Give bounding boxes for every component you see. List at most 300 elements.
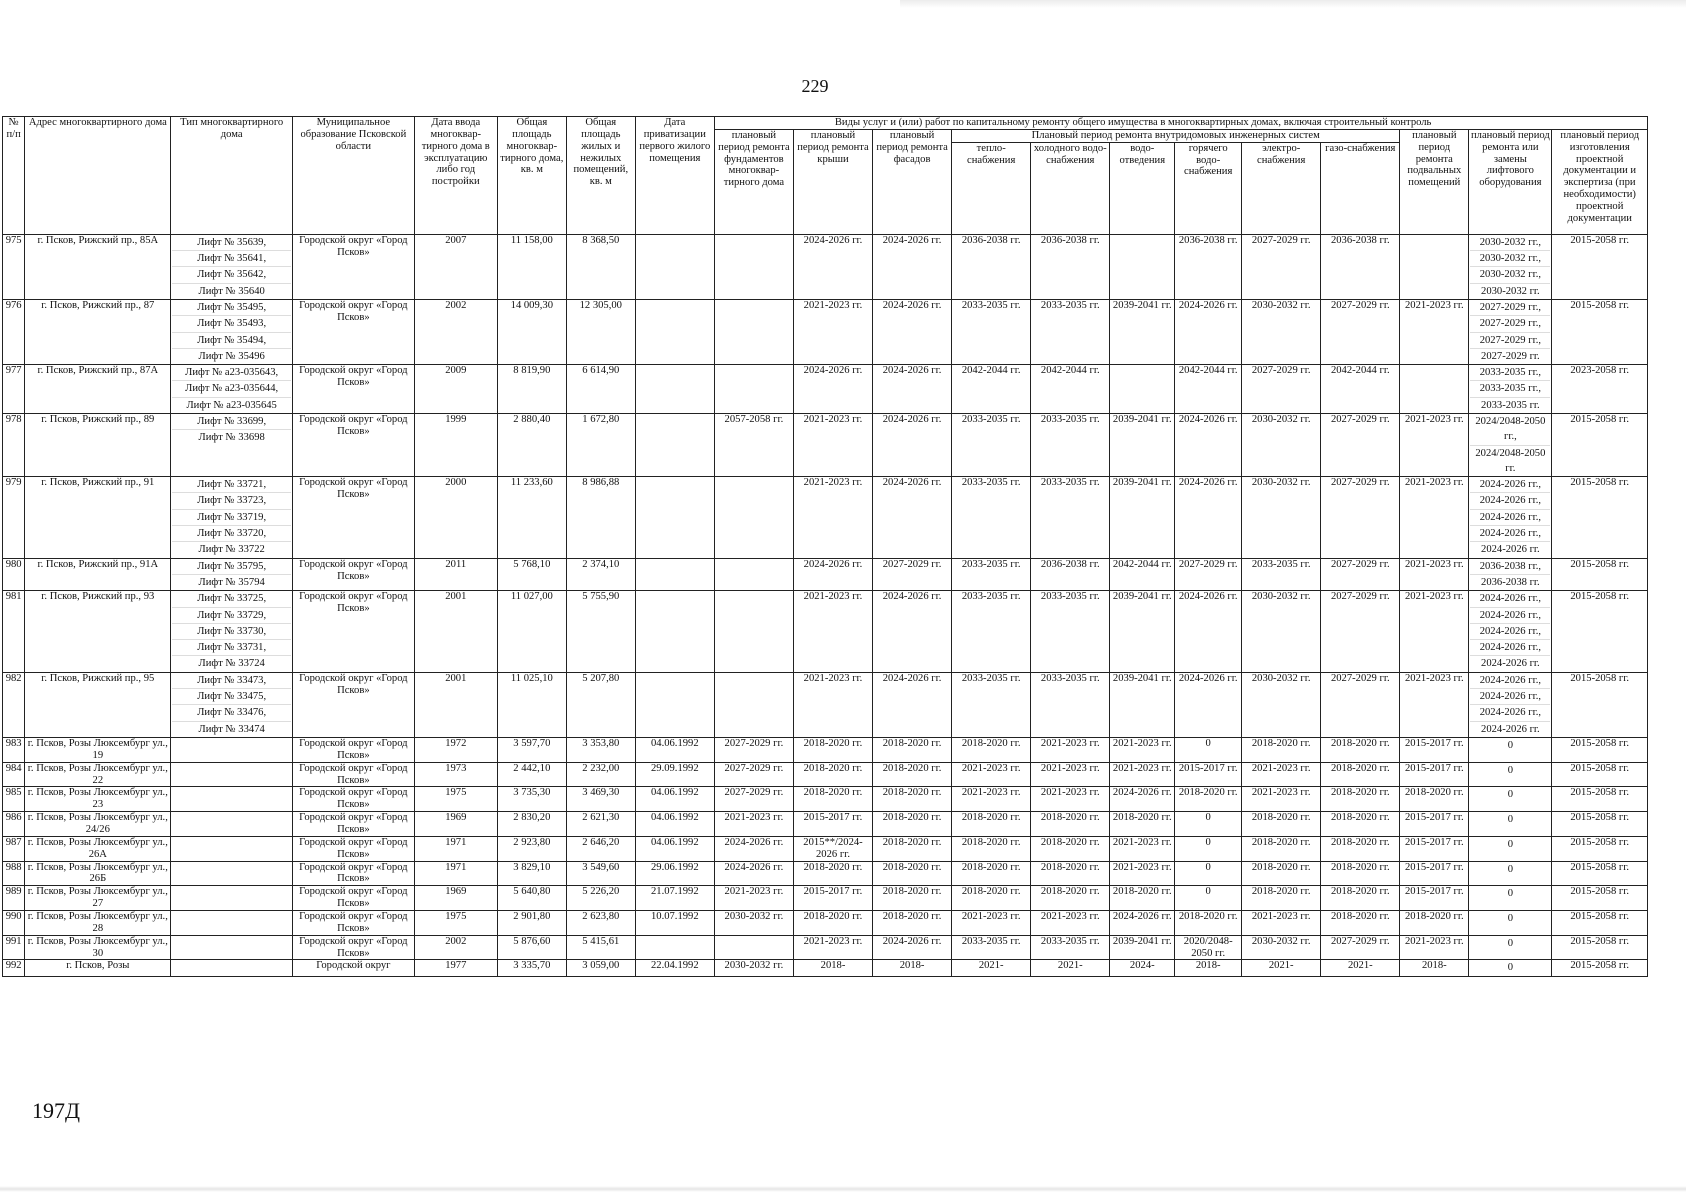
cell-elevator [1469, 787, 1552, 812]
cell-sewer: 2039-2041 гг. [1110, 935, 1175, 960]
cell-address: г. Псков, Рижский пр., 89 [25, 413, 171, 476]
cell-address: г. Псков, Рижский пр., 93 [25, 591, 171, 672]
cell-privatization-date: 10.07.1992 [635, 910, 714, 935]
cell-year: 1972 [414, 737, 497, 762]
elevator-period: 2033-2035 гг., [1470, 381, 1550, 397]
cell-sewer [1110, 365, 1175, 414]
cell-sewer: 2039-2041 гг. [1110, 672, 1175, 737]
cell-sewer: 2039-2041 гг. [1110, 591, 1175, 672]
elevator-period: 2024-2026 гг., [1470, 689, 1550, 705]
cell-heat: 2018-2020 гг. [952, 861, 1031, 886]
cell-num: 992 [3, 960, 25, 976]
cell-living-area: 2 232,00 [566, 762, 635, 787]
cell-roof: 2018-2020 гг. [793, 737, 872, 762]
cell-design-docs: 2015-2058 гг. [1552, 787, 1648, 812]
cell-design-docs: 2015-2058 гг. [1552, 910, 1648, 935]
cell-electric: 2018-2020 гг. [1242, 737, 1321, 762]
cell-cold-water: 2033-2035 гг. [1031, 413, 1110, 476]
cell-gas: 2018-2020 гг. [1321, 812, 1400, 837]
cell-privatization-date [635, 591, 714, 672]
cell-living-area: 5 415,61 [566, 935, 635, 960]
cell-building-type [171, 672, 293, 737]
cell-roof: 2024-2026 гг. [793, 234, 872, 299]
cell-sewer: 2021-2023 гг. [1110, 836, 1175, 861]
cell-hot-water: 2018- [1175, 960, 1242, 976]
cell-address: г. Псков, Розы Люксембург ул., 24/26 [25, 812, 171, 837]
cell-basement: 2015-2017 гг. [1400, 812, 1469, 837]
cell-heat: 2033-2035 гг. [952, 558, 1031, 591]
cell-heat: 2033-2035 гг. [952, 672, 1031, 737]
cell-roof: 2015-2017 гг. [793, 812, 872, 837]
cell-address: г. Псков, Рижский пр., 87А [25, 365, 171, 414]
cell-heat: 2033-2035 гг. [952, 477, 1031, 558]
table-row [3, 861, 1648, 886]
cell-municipality: Городской округ «Город Псков» [293, 477, 415, 558]
cell-heat: 2018-2020 гг. [952, 836, 1031, 861]
elevator-period: 2027-2029 гг., [1470, 300, 1550, 316]
cell-year: 2001 [414, 591, 497, 672]
cell-municipality: Городской округ «Город Псков» [293, 365, 415, 414]
cell-design-docs: 2015-2058 гг. [1552, 299, 1648, 364]
cell-privatization-date: 04.06.1992 [635, 812, 714, 837]
cell-cold-water: 2021-2023 гг. [1031, 762, 1110, 787]
cell-building-type [171, 365, 293, 414]
cell-municipality: Городской округ «Город Псков» [293, 234, 415, 299]
cell-hot-water: 0 [1175, 737, 1242, 762]
cell-basement: 2021-2023 гг. [1400, 413, 1469, 476]
cell-basement [1400, 365, 1469, 414]
header-municipality: Муниципальное образование Псковской области [293, 117, 415, 235]
elevator-period: 2024-2026 гг., [1470, 640, 1550, 656]
page-number: 229 [801, 76, 829, 96]
cell-foundation: 2027-2029 гг. [714, 787, 793, 812]
cell-municipality: Городской округ «Город Псков» [293, 558, 415, 591]
cell-heat: 2018-2020 гг. [952, 812, 1031, 837]
elevator-period: 2024-2026 гг. [1481, 544, 1540, 556]
cell-privatization-date [635, 477, 714, 558]
cell-design-docs: 2015-2058 гг. [1552, 737, 1648, 762]
cell-num: 977 [3, 365, 25, 414]
cell-year: 2000 [414, 477, 497, 558]
cell-cold-water: 2033-2035 гг. [1031, 935, 1110, 960]
cell-privatization-date [635, 365, 714, 414]
cell-foundation: 2027-2029 гг. [714, 762, 793, 787]
cell-address: г. Псков, Рижский пр., 95 [25, 672, 171, 737]
lift-entry: Лифт № 35493, [172, 316, 291, 332]
header-design-docs: плановый период изготовления проектной документации и экспертиза (при необходимости) проектной документации [1552, 129, 1648, 234]
cell-gas: 2018-2020 гг. [1321, 762, 1400, 787]
cell-elevator [1469, 762, 1552, 787]
lift-entry: Лифт № 33473, [172, 673, 291, 689]
cell-sewer: 2021-2023 гг. [1110, 737, 1175, 762]
cell-foundation: 2030-2032 гг. [714, 910, 793, 935]
cell-address: г. Псков, Розы [25, 960, 171, 976]
cell-total-area: 5 640,80 [497, 886, 566, 911]
cell-hot-water: 2015-2017 гг. [1175, 762, 1242, 787]
cell-num: 988 [3, 861, 25, 886]
cell-cold-water: 2018-2020 гг. [1031, 886, 1110, 911]
cell-total-area: 2 880,40 [497, 413, 566, 476]
header-hot-water: горячего водо-снабжения [1175, 142, 1242, 234]
cell-elevator [1469, 861, 1552, 886]
header-cold-water: холодного водо-снабжения [1031, 142, 1110, 234]
cell-year: 1971 [414, 836, 497, 861]
cell-municipality: Городской округ «Город Псков» [293, 787, 415, 812]
elevator-period: 0 [1507, 962, 1514, 974]
cell-electric: 2018-2020 гг. [1242, 861, 1321, 886]
cell-electric: 2021-2023 гг. [1242, 787, 1321, 812]
cell-privatization-date: 04.06.1992 [635, 737, 714, 762]
cell-year: 1977 [414, 960, 497, 976]
cell-roof: 2018- [793, 960, 872, 976]
cell-design-docs: 2015-2058 гг. [1552, 886, 1648, 911]
cell-living-area: 2 374,10 [566, 558, 635, 591]
cell-hot-water: 0 [1175, 886, 1242, 911]
cell-cold-water: 2021-2023 гг. [1031, 910, 1110, 935]
cell-electric: 2021-2023 гг. [1242, 910, 1321, 935]
cell-elevator [1469, 299, 1552, 364]
lift-entry: Лифт № 35494, [172, 333, 291, 349]
cell-building-type [171, 762, 293, 787]
cell-building-type [171, 787, 293, 812]
cell-hot-water: 2027-2029 гг. [1175, 558, 1242, 591]
cell-gas: 2018-2020 гг. [1321, 910, 1400, 935]
cell-total-area: 3 735,30 [497, 787, 566, 812]
cell-privatization-date [635, 935, 714, 960]
cell-elevator [1469, 886, 1552, 911]
table-row [3, 762, 1648, 787]
cell-num: 976 [3, 299, 25, 364]
cell-basement: 2021-2023 гг. [1400, 672, 1469, 737]
cell-cold-water: 2042-2044 гг. [1031, 365, 1110, 414]
cell-municipality: Городской округ «Город Псков» [293, 672, 415, 737]
lift-entry: Лифт № 33730, [172, 624, 291, 640]
header-commission-date: Дата ввода многоквар-тирного дома в эксплуатацию либо год постройки [414, 117, 497, 235]
cell-living-area: 5 207,80 [566, 672, 635, 737]
capital-repair-table [2, 116, 1648, 977]
table-row [3, 299, 1648, 364]
elevator-period: 0 [1507, 764, 1514, 776]
cell-elevator [1469, 960, 1552, 976]
cell-cold-water: 2033-2035 гг. [1031, 672, 1110, 737]
table-row [3, 960, 1648, 976]
cell-privatization-date [635, 558, 714, 591]
cell-total-area: 3 829,10 [497, 861, 566, 886]
cell-total-area: 11 233,60 [497, 477, 566, 558]
cell-total-area: 2 830,20 [497, 812, 566, 837]
table-row [3, 886, 1648, 911]
cell-address: г. Псков, Розы Люксембург ул., 22 [25, 762, 171, 787]
cell-electric: 2021- [1242, 960, 1321, 976]
elevator-period: 2030-2032 гг., [1470, 235, 1550, 251]
cell-municipality: Городской округ [293, 960, 415, 976]
cell-total-area: 11 027,00 [497, 591, 566, 672]
cell-heat: 2033-2035 гг. [952, 935, 1031, 960]
cell-design-docs: 2015-2058 гг. [1552, 861, 1648, 886]
cell-roof: 2018-2020 гг. [793, 762, 872, 787]
table-row [3, 413, 1648, 476]
table-row [3, 737, 1648, 762]
cell-sewer: 2042-2044 гг. [1110, 558, 1175, 591]
elevator-period: 2024-2026 гг., [1470, 493, 1550, 509]
cell-electric: 2027-2029 гг. [1242, 234, 1321, 299]
cell-elevator [1469, 737, 1552, 762]
cell-living-area: 2 646,20 [566, 836, 635, 861]
header-heat: тепло-снабжения [952, 142, 1031, 234]
cell-living-area: 2 621,30 [566, 812, 635, 837]
cell-year: 1969 [414, 886, 497, 911]
elevator-period: 2024-2026 гг., [1470, 526, 1550, 542]
cell-design-docs: 2015-2058 гг. [1552, 935, 1648, 960]
cell-heat: 2033-2035 гг. [952, 299, 1031, 364]
cell-elevator [1469, 365, 1552, 414]
table-row [3, 591, 1648, 672]
cell-gas: 2036-2038 гг. [1321, 234, 1400, 299]
cell-foundation [714, 477, 793, 558]
lift-entry: Лифт № 33474 [198, 723, 265, 735]
elevator-period: 0 [1507, 739, 1514, 751]
cell-year: 2001 [414, 672, 497, 737]
cell-year: 1999 [414, 413, 497, 476]
cell-hot-water: 2036-2038 гг. [1175, 234, 1242, 299]
cell-year: 2002 [414, 935, 497, 960]
cell-hot-water: 2024-2026 гг. [1175, 591, 1242, 672]
elevator-period: 2030-2032 гг., [1470, 267, 1550, 283]
cell-year: 1975 [414, 787, 497, 812]
cell-cold-water: 2033-2035 гг. [1031, 299, 1110, 364]
cell-address: г. Псков, Рижский пр., 85А [25, 234, 171, 299]
cell-design-docs: 2015-2058 гг. [1552, 234, 1648, 299]
cell-building-type [171, 812, 293, 837]
cell-elevator [1469, 234, 1552, 299]
cell-roof: 2018-2020 гг. [793, 910, 872, 935]
lift-entry: Лифт № 35495, [172, 300, 291, 316]
cell-cold-water: 2018-2020 гг. [1031, 836, 1110, 861]
cell-num: 985 [3, 787, 25, 812]
cell-living-area: 6 614,90 [566, 365, 635, 414]
cell-address: г. Псков, Розы Люксембург ул., 28 [25, 910, 171, 935]
cell-cold-water: 2021-2023 гг. [1031, 787, 1110, 812]
cell-privatization-date: 29.09.1992 [635, 762, 714, 787]
elevator-period: 0 [1507, 789, 1514, 801]
header-foundation: плановый период ремонта фундаментов многоквар-тирного дома [714, 129, 793, 234]
cell-num: 984 [3, 762, 25, 787]
cell-hot-water: 0 [1175, 812, 1242, 837]
cell-basement: 2015-2017 гг. [1400, 836, 1469, 861]
cell-facade: 2018-2020 гг. [873, 737, 952, 762]
cell-roof: 2015-2017 гг. [793, 886, 872, 911]
cell-living-area: 1 672,80 [566, 413, 635, 476]
header-privatization-date: Дата приватизации первого жилого помещения [635, 117, 714, 235]
cell-basement: 2015-2017 гг. [1400, 861, 1469, 886]
elevator-period: 2024-2026 гг. [1481, 658, 1540, 670]
cell-facade: 2018-2020 гг. [873, 886, 952, 911]
header-sewer: водо-отведения [1110, 142, 1175, 234]
cell-living-area: 3 469,30 [566, 787, 635, 812]
cell-facade: 2018-2020 гг. [873, 836, 952, 861]
elevator-period: 2024-2026 гг., [1470, 608, 1550, 624]
cell-privatization-date [635, 299, 714, 364]
elevator-period: 2027-2029 гг., [1470, 316, 1550, 332]
cell-building-type [171, 299, 293, 364]
cell-privatization-date: 22.04.1992 [635, 960, 714, 976]
cell-cold-water: 2018-2020 гг. [1031, 861, 1110, 886]
cell-hot-water: 0 [1175, 861, 1242, 886]
cell-basement: 2015-2017 гг. [1400, 762, 1469, 787]
lift-entry: Лифт № а23-035643, [172, 365, 291, 381]
cell-hot-water: 2024-2026 гг. [1175, 299, 1242, 364]
lift-entry: Лифт № 33723, [172, 493, 291, 509]
cell-num: 990 [3, 910, 25, 935]
cell-building-type [171, 737, 293, 762]
cell-heat: 2033-2035 гг. [952, 413, 1031, 476]
cell-address: г. Псков, Розы Люксембург ул., 27 [25, 886, 171, 911]
cell-electric: 2030-2032 гг. [1242, 672, 1321, 737]
cell-facade: 2018-2020 гг. [873, 787, 952, 812]
elevator-period: 2024/2048-2050 гг., [1470, 414, 1550, 446]
header-gas: газо-снабжения [1321, 142, 1400, 234]
cell-heat: 2021-2023 гг. [952, 762, 1031, 787]
document-code: 197Д [32, 1098, 81, 1123]
cell-roof: 2021-2023 гг. [793, 935, 872, 960]
cell-building-type [171, 558, 293, 591]
cell-electric: 2018-2020 гг. [1242, 812, 1321, 837]
cell-year: 1971 [414, 861, 497, 886]
elevator-period: 2030-2032 гг. [1481, 285, 1540, 297]
elevator-period: 0 [1507, 888, 1514, 900]
elevator-period: 0 [1507, 912, 1514, 924]
cell-total-area: 2 442,10 [497, 762, 566, 787]
cell-year: 2011 [414, 558, 497, 591]
cell-design-docs: 2015-2058 гг. [1552, 558, 1648, 591]
table-row [3, 477, 1648, 558]
cell-building-type [171, 477, 293, 558]
cell-total-area: 11 025,10 [497, 672, 566, 737]
cell-building-type [171, 886, 293, 911]
table-row [3, 558, 1648, 591]
cell-sewer: 2018-2020 гг. [1110, 886, 1175, 911]
cell-electric: 2030-2032 гг. [1242, 413, 1321, 476]
cell-address: г. Псков, Рижский пр., 91А [25, 558, 171, 591]
cell-sewer [1110, 234, 1175, 299]
header-basement: плановый период ремонта подвальных помещений [1400, 129, 1469, 234]
cell-municipality: Городской округ «Город Псков» [293, 836, 415, 861]
cell-design-docs: 2023-2058 гг. [1552, 365, 1648, 414]
lift-entry: Лифт № 35794 [198, 576, 265, 588]
cell-num: 981 [3, 591, 25, 672]
cell-foundation [714, 365, 793, 414]
cell-total-area: 14 009,30 [497, 299, 566, 364]
cell-facade: 2018-2020 гг. [873, 861, 952, 886]
elevator-period: 2024/2048-2050 гг. [1475, 447, 1546, 474]
cell-address: г. Псков, Рижский пр., 87 [25, 299, 171, 364]
cell-privatization-date: 04.06.1992 [635, 836, 714, 861]
cell-year: 1969 [414, 812, 497, 837]
cell-gas: 2027-2029 гг. [1321, 413, 1400, 476]
cell-building-type [171, 935, 293, 960]
cell-sewer: 2024-2026 гг. [1110, 910, 1175, 935]
cell-municipality: Городской округ «Город Псков» [293, 299, 415, 364]
cell-num: 979 [3, 477, 25, 558]
cell-roof: 2021-2023 гг. [793, 672, 872, 737]
cell-facade: 2018-2020 гг. [873, 762, 952, 787]
cell-living-area: 8 986,88 [566, 477, 635, 558]
cell-design-docs: 2015-2058 гг. [1552, 762, 1648, 787]
lift-entry: Лифт № 35641, [172, 251, 291, 267]
cell-privatization-date [635, 672, 714, 737]
lift-entry: Лифт № 33698 [198, 432, 265, 444]
cell-facade: 2024-2026 гг. [873, 591, 952, 672]
cell-cold-water: 2021-2023 гг. [1031, 737, 1110, 762]
cell-foundation [714, 672, 793, 737]
cell-basement: 2021-2023 гг. [1400, 935, 1469, 960]
cell-basement: 2015-2017 гг. [1400, 886, 1469, 911]
cell-heat: 2018-2020 гг. [952, 886, 1031, 911]
lift-entry: Лифт № 33725, [172, 591, 291, 607]
cell-hot-water: 2024-2026 гг. [1175, 413, 1242, 476]
cell-gas: 2018-2020 гг. [1321, 861, 1400, 886]
cell-elevator [1469, 477, 1552, 558]
cell-design-docs: 2015-2058 гг. [1552, 591, 1648, 672]
lift-entry: Лифт № 35640 [198, 285, 265, 297]
cell-total-area: 2 923,80 [497, 836, 566, 861]
table-row [3, 787, 1648, 812]
cell-foundation: 2021-2023 гг. [714, 812, 793, 837]
cell-design-docs: 2015-2058 гг. [1552, 812, 1648, 837]
cell-design-docs: 2015-2058 гг. [1552, 960, 1648, 976]
cell-design-docs: 2015-2058 гг. [1552, 672, 1648, 737]
cell-basement: 2018-2020 гг. [1400, 910, 1469, 935]
cell-municipality: Городской округ «Город Псков» [293, 935, 415, 960]
cell-year: 1975 [414, 910, 497, 935]
elevator-period: 2024-2026 гг., [1470, 705, 1550, 721]
cell-roof: 2021-2023 гг. [793, 299, 872, 364]
cell-heat: 2018-2020 гг. [952, 737, 1031, 762]
cell-total-area: 5 768,10 [497, 558, 566, 591]
elevator-period: 2027-2029 гг., [1470, 333, 1550, 349]
elevator-period: 0 [1507, 863, 1514, 875]
cell-roof: 2018-2020 гг. [793, 787, 872, 812]
cell-num: 978 [3, 413, 25, 476]
elevator-period: 2036-2038 гг., [1470, 559, 1550, 575]
cell-roof: 2024-2026 гг. [793, 558, 872, 591]
cell-heat: 2021-2023 гг. [952, 910, 1031, 935]
cell-cold-water: 2036-2038 гг. [1031, 234, 1110, 299]
cell-foundation [714, 234, 793, 299]
cell-municipality: Городской округ «Город Псков» [293, 861, 415, 886]
cell-foundation: 2030-2032 гг. [714, 960, 793, 976]
cell-year: 2002 [414, 299, 497, 364]
cell-electric: 2030-2032 гг. [1242, 299, 1321, 364]
cell-heat: 2042-2044 гг. [952, 365, 1031, 414]
cell-privatization-date: 04.06.1992 [635, 787, 714, 812]
elevator-period: 2024-2026 гг., [1470, 477, 1550, 493]
cell-basement [1400, 234, 1469, 299]
cell-facade: 2024-2026 гг. [873, 672, 952, 737]
cell-num: 986 [3, 812, 25, 837]
lift-entry: Лифт № а23-035645 [186, 399, 277, 411]
cell-elevator [1469, 910, 1552, 935]
table-row [3, 365, 1648, 414]
cell-facade: 2024-2026 гг. [873, 413, 952, 476]
elevator-period: 0 [1507, 937, 1514, 949]
cell-num: 991 [3, 935, 25, 960]
elevator-period: 2033-2035 гг., [1470, 365, 1550, 381]
cell-electric: 2018-2020 гг. [1242, 836, 1321, 861]
cell-basement: 2015-2017 гг. [1400, 737, 1469, 762]
cell-foundation [714, 591, 793, 672]
cell-sewer: 2021-2023 гг. [1110, 762, 1175, 787]
